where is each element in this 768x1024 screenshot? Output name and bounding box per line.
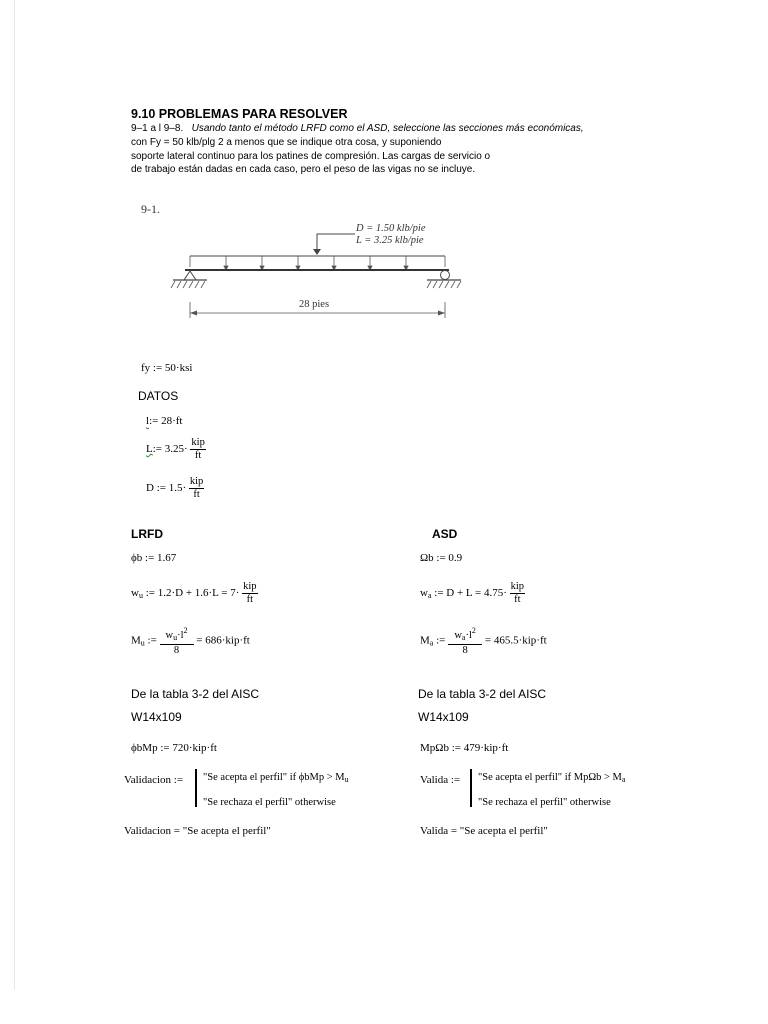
- intro-line-2: con Fy = 50 klb/plg 2 a menos que se indique otra cosa, y suponiendo: [131, 137, 442, 148]
- lrfd-title: LRFD: [131, 527, 163, 541]
- lrfd-section: W14x109: [131, 710, 182, 724]
- intro-line-1: [131, 122, 584, 136]
- length-symbol: l: [146, 415, 150, 427]
- dim-arrow-right: [438, 311, 445, 316]
- span-label: 28 pies: [299, 299, 330, 310]
- right-hatch: [427, 281, 461, 288]
- fy-definition: fy := 50·ksi: [141, 362, 193, 374]
- ma-fraction: $\frac{w_a\cdot l^2}{8}$: [448, 625, 482, 657]
- omega-b-definition: Ωb := 0.9: [420, 552, 463, 564]
- asd-capacity: MpΩb := 479·kip·ft: [420, 742, 509, 754]
- roller-support: [441, 271, 450, 280]
- lrfd-valid-result: Validacion = "Se acepta el perfil": [124, 825, 271, 837]
- length-value: := 28·ft: [149, 415, 183, 427]
- load-leader-line: [317, 234, 355, 253]
- dim-arrow-left: [190, 311, 197, 316]
- lrfd-bracket: [195, 769, 197, 807]
- asd-reject-row: "Se rechaza el perfil" otherwise: [478, 797, 611, 808]
- lrfd-reject-row: "Se rechaza el perfil" otherwise: [203, 797, 336, 808]
- section-heading: 9.10 PROBLEMAS PARA RESOLVER: [131, 107, 348, 121]
- length-definition: [146, 415, 182, 427]
- wa-unit: $\frac{\text{kip}}{ft}$: [510, 581, 525, 605]
- intro-text: Usando tanto el método LRFD como el ASD, seleccione las secciones más económicas,: [191, 123, 584, 134]
- asd-title: ASD: [432, 527, 458, 541]
- phi-b-definition: ϕb := 1.67: [131, 552, 177, 564]
- dead-load-value: D := 1.5·: [146, 482, 187, 495]
- lrfd-capacity: ϕbMp := 720·kip·ft: [131, 742, 217, 754]
- load-arrows: [190, 256, 445, 270]
- live-load-symbol: L: [146, 443, 153, 456]
- live-load-value: := 3.25·: [152, 443, 188, 456]
- live-load-definition: [146, 437, 206, 462]
- asd-accept-row: "Se acepta el perfil" if $Mp\Omega b > M_a$: [478, 772, 626, 784]
- lrfd-valid-lhs: Validacion :=: [124, 774, 184, 786]
- dead-load-unit: $\frac{\text{kip}}{ft}$: [189, 476, 204, 500]
- intro-range: 9–1 a l 9–8.: [131, 123, 184, 134]
- ma-definition: $M_a$ := $\frac{w_a\cdot l^2}{8}$ = 465.5·kip·ft: [420, 626, 547, 656]
- asd-valid-result: Valida = "Se acepta el perfil": [420, 825, 548, 837]
- wa-definition: $w_a$ := D + L = 4.75· $\frac{\text{kip}}{ft}$: [420, 581, 525, 605]
- pin-support: [184, 271, 196, 280]
- problem-label: 9-1.: [141, 202, 160, 216]
- page-edge-rule: [14, 0, 15, 990]
- asd-section: W14x109: [418, 710, 469, 724]
- dead-load-definition: [146, 476, 204, 501]
- intro-line-4: de trabajo están dadas en cada caso, pero el peso de las vigas no se incluye.: [131, 164, 476, 175]
- live-load-unit: $\frac{\text{kip}}{ft}$: [191, 437, 205, 461]
- intro-line-3: soporte lateral continuo para los patines de compresión. Las cargas de servicio o: [131, 151, 491, 162]
- wu-definition: $w_u$ := 1.2·D + 1.6·L = 7· $\frac{\text{kip}}{ft}$: [131, 581, 257, 605]
- mu-fraction: $\frac{w_u\cdot l^2}{8}$: [160, 625, 194, 657]
- left-hatch: [171, 281, 205, 288]
- lrfd-accept-row: "Se acepta el perfil" if $\phi bMp > M_u$: [203, 772, 349, 784]
- dead-load-label: D = 1.50 klb/pie: [356, 223, 426, 234]
- asd-table-ref: De la tabla 3-2 del AISC: [418, 687, 547, 701]
- wu-unit: $\frac{\text{kip}}{ft}$: [243, 581, 257, 605]
- live-load-label: L = 3.25 klb/pie: [356, 235, 424, 246]
- datos-title: DATOS: [138, 389, 179, 403]
- lrfd-table-ref: De la tabla 3-2 del AISC: [131, 687, 260, 701]
- asd-valid-lhs: Valida :=: [420, 774, 461, 786]
- mu-definition: $M_u$ := $\frac{w_u\cdot l^2}{8}$ = 686·kip·ft: [131, 626, 250, 656]
- asd-bracket: [470, 769, 472, 807]
- load-leader-arrow: [313, 249, 321, 255]
